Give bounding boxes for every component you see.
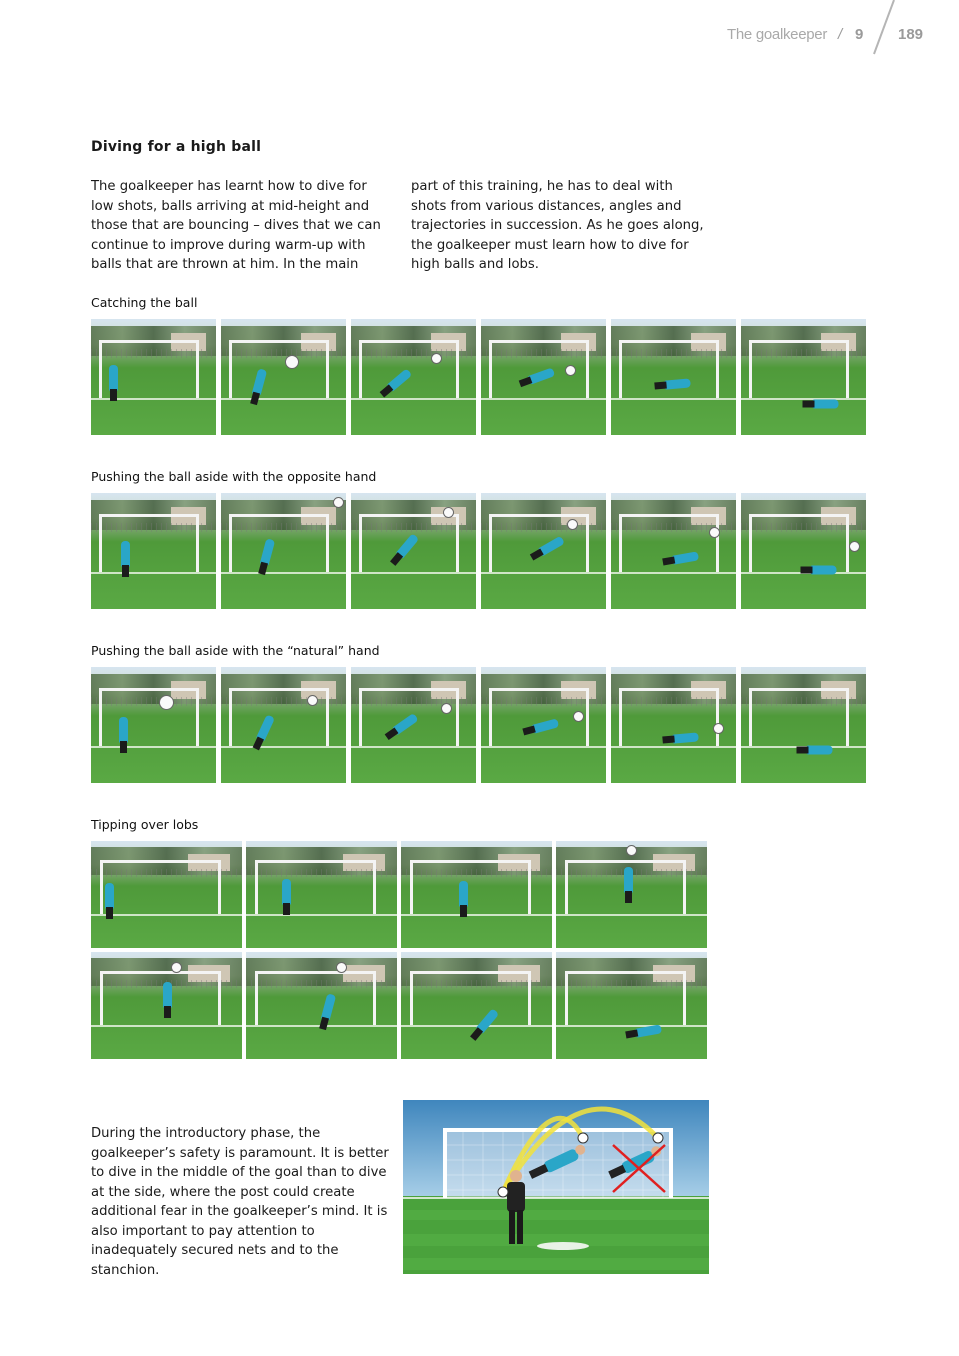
sequence-photo xyxy=(741,493,866,609)
sequence-photo xyxy=(221,667,346,783)
sequence-photo xyxy=(401,952,552,1059)
sequence-photo xyxy=(91,493,216,609)
sequence-photo xyxy=(611,319,736,435)
page-number: 189 xyxy=(898,26,924,43)
sequence-photo xyxy=(91,841,242,948)
sequence-photo xyxy=(221,493,346,609)
caption-tipping-over-lobs: Tipping over lobs xyxy=(91,817,199,832)
sequence-photo xyxy=(91,667,216,783)
sequence-photo xyxy=(556,841,707,948)
sequence-photo xyxy=(221,319,346,435)
sequence-photo xyxy=(246,841,397,948)
sequence-photo xyxy=(351,319,476,435)
sequence-photo xyxy=(91,952,242,1059)
sequence-photo xyxy=(481,319,606,435)
goalkeeper-dive-illustration xyxy=(403,1100,709,1274)
sequence-photo xyxy=(741,667,866,783)
intro-text-column-2: part of this training, he has to deal with shots from various distances, angles and trajectories in succession. As he goes along, the goalkeeper must learn how to dive for high balls and lobs. xyxy=(411,179,704,272)
caption-natural-hand: Pushing the ball aside with the “natural” hand xyxy=(91,643,380,658)
caption-opposite-hand: Pushing the ball aside with the opposite hand xyxy=(91,469,377,484)
running-header-chapter: The goalkeeper xyxy=(727,26,828,43)
photo-strip-natural-hand xyxy=(91,667,866,783)
chapter-number: 9 xyxy=(855,26,864,43)
sequence-photo xyxy=(556,952,707,1059)
sequence-photo xyxy=(351,667,476,783)
sequence-photo xyxy=(481,667,606,783)
sequence-photo xyxy=(401,841,552,948)
sequence-photo xyxy=(741,319,866,435)
safety-paragraph: During the introductory phase, the goalkeeper’s safety is paramount. It is better to dive in the middle of the goal than to dive at the side, where the post could create additional fear in the goalkeeper’s mind. It is also important to pay attention to inadequately secured nets and to the stanchion. xyxy=(91,1126,389,1278)
sequence-photo xyxy=(611,493,736,609)
sequence-photo xyxy=(611,667,736,783)
photo-strip-catching xyxy=(91,319,866,435)
running-header-separator: / xyxy=(838,26,843,43)
sequence-photo xyxy=(91,319,216,435)
header-slash-decoration xyxy=(868,0,898,58)
intro-text-column-1: The goalkeeper has learnt how to dive for low shots, balls arriving at mid-height and those that are bouncing – dives that we can continue to improve during warm-up with balls that are thrown at him. In the main xyxy=(91,179,381,272)
sequence-photo xyxy=(481,493,606,609)
sequence-photo xyxy=(351,493,476,609)
section-title: Diving for a high ball xyxy=(91,139,262,155)
caption-catching-the-ball: Catching the ball xyxy=(91,295,198,310)
photo-grid-tipping-lobs xyxy=(91,841,708,1059)
sequence-photo xyxy=(246,952,397,1059)
photo-strip-opposite-hand xyxy=(91,493,866,609)
